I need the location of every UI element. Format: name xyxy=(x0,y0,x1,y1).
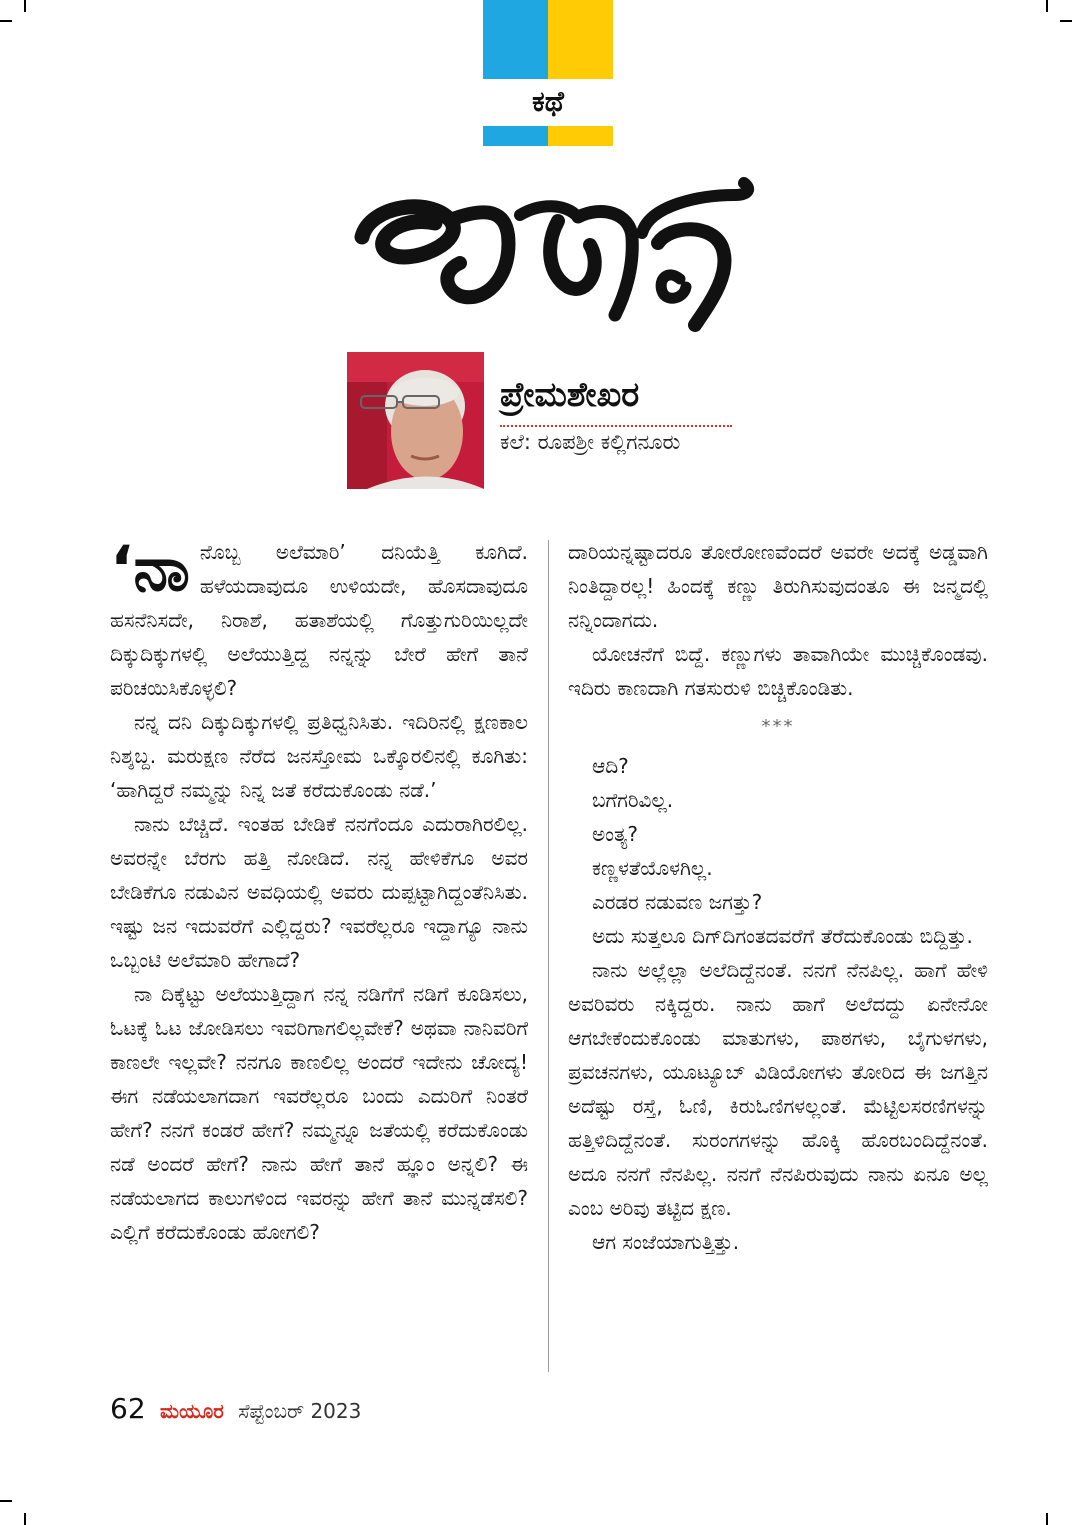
story-paragraph: ನನ್ನ ದನಿ ದಿಕ್ಕುದಿಕ್ಕುಗಳಲ್ಲಿ ಪ್ರತಿಧ್ವನಿಸಿತು. ಇದಿರಿನಲ್ಲಿ ಕ್ಷಣಕಾಲ ನಿಶ್ಶಬ್ದ. ಮರುಕ್ಷಣ ನೆರೆದ ಜನಸ್ತೋಮ ಒಕ್ಕೊರಲಿನಲ್ಲಿ ಕೂಗಿತು: ‘ಹಾಗಿದ್ದರೆ ನಮ್ಮನ್ನು ನಿನ್ನ ಜತೆ ಕರೆದುಕೊಂಡು ನಡೆ.’ xyxy=(110,710,528,802)
story-paragraph: ಆದಿ? xyxy=(592,754,629,778)
crop-mark-bottom-right xyxy=(1046,1513,1048,1525)
story-paragraph: ‘ನಾನೊಬ್ಬ ಅಲೆಮಾರಿ’ ದನಿಯೆತ್ತಿ ಕೂಗಿದೆ. ಹಳೆಯದಾವುದೂ ಉಳಿಯದೇ, ಹೊಸದಾವುದೂ ಹಸನೆನಿಸದೇ, ನಿರಾಶೆ, ಹತಾಶೆಯಲ್ಲಿ ಗೊತ್ತುಗುರಿಯಿಲ್ಲದೇ ದಿಕ್ಕುದಿಕ್ಕುಗಳಲ್ಲಿ ಅಲೆಯುತ್ತಿದ್ದ ನನ್ನನ್ನು ಬೇರೆ ಹೇಗೆ ತಾನೆ ಪರಿಚಯಿಸಿಕೊಳ್ಳಲಿ? xyxy=(110,532,528,700)
crop-mark-top-right-h xyxy=(1060,20,1072,22)
crop-mark-bottom-left xyxy=(24,1513,26,1525)
crop-mark-bottom-left-h xyxy=(0,1500,12,1502)
illustration-credit: ಕಲೆ: ರೂಪಶ್ರೀ ಕಲ್ಲಿಗನೂರು xyxy=(500,430,681,454)
story-paragraph: ನಾನು ಬೆಚ್ಚಿದೆ. ಇಂತಹ ಬೇಡಿಕೆ ನನಗೆಂದೂ ಎದುರಾಗಿರಲಿಲ್ಲ. ಅವರನ್ನೇ ಬೆರಗು ಹತ್ತಿ ನೋಡಿದೆ. ನನ್ನ ಹೇಳಿಕೆಗೂ ಅವರ ಬೇಡಿಕೆಗೂ ನಡುವಿನ ಅವಧಿಯಲ್ಲಿ ಅವರು ದುಪ್ಪಟ್ಟಾಗಿದ್ದಂತೆನಿಸಿತು. ಇಷ್ಟು ಜನ ಇದುವರೆಗೆ ಎಲ್ಲಿದ್ದರು? ಇವರೆಲ್ಲರೂ ಇದ್ದಾಗ್ಯೂ ನಾನು ಒಬ್ಬಂಟಿ ಅಲೆಮಾರಿ ಹೇಗಾದೆ? xyxy=(110,812,528,972)
story-paragraph: ಎರಡರ ನಡುವಣ ಜಗತ್ತು? xyxy=(592,890,763,914)
crop-mark-top-left xyxy=(24,0,26,12)
page-footer xyxy=(110,1392,361,1425)
crop-mark-top-right xyxy=(1046,0,1048,12)
magazine-logo: ಮಯೂರ xyxy=(160,1399,224,1423)
story-paragraph: ಕಣ್ಣಳತೆಯೊಳಗಿಲ್ಲ. xyxy=(592,856,713,880)
section-tag-bottom-bar xyxy=(483,126,613,146)
crop-mark-top-left-h xyxy=(0,20,12,22)
section-separator: *** xyxy=(761,716,795,737)
story-paragraph: ಅಂತ್ಯ? xyxy=(592,822,639,846)
story-column-2 xyxy=(568,535,988,1259)
drop-cap: ‘ನಾ xyxy=(110,532,190,605)
section-tag-top-bar xyxy=(483,0,613,79)
story-paragraph: ಯೋಚನೆಗೆ ಬಿದ್ದೆ. ಕಣ್ಣುಗಳು ತಾವಾಗಿಯೇ ಮುಚ್ಚಿಕೊಂಡವು. ಇದಿರು ಕಾಣದಾಗಿ ಗತಸುರುಳಿ ಬಿಚ್ಚಿಕೊಂಡಿತು. xyxy=(568,642,988,700)
column-divider xyxy=(548,540,549,1372)
story-title-calligraphy xyxy=(340,175,760,340)
issue-date: ಸೆಪ್ಟೆಂಬರ್ 2023 xyxy=(238,1399,362,1423)
story-paragraph: ಆಗ ಸಂಜೆಯಾಗುತ್ತಿತ್ತು. xyxy=(592,1230,740,1254)
author-dotted-rule xyxy=(500,425,732,427)
author-name: ಪ್ರೇಮಶೇಖರ xyxy=(500,375,640,415)
story-paragraph: ಅದು ಸುತ್ತಲೂ ದಿಗ್‌ದಿಗಂತದವರೆಗೆ ತೆರೆದುಕೊಂಡು ಬಿದ್ದಿತ್ತು. xyxy=(592,924,973,948)
author-photo xyxy=(347,352,484,489)
story-paragraph: ದಾರಿಯನ್ನಷ್ಟಾದರೂ ತೋರೋಣವೆಂದರೆ ಅವರೇ ಅದಕ್ಕೆ ಅಡ್ಡವಾಗಿ ನಿಂತಿದ್ದಾರಲ್ಲ! ಹಿಂದಕ್ಕೆ ಕಣ್ಣು ತಿರುಗಿಸುವುದಂತೂ ಈ ಜನ್ಮದಲ್ಲಿ ನನ್ನಿಂದಾಗದು. xyxy=(568,540,988,632)
story-paragraph: ಬಗೆಗರಿವಿಲ್ಲ. xyxy=(592,788,674,812)
story-paragraph: ನಾ ದಿಕ್ಕೆಟ್ಟು ಅಲೆಯುತ್ತಿದ್ದಾಗ ನನ್ನ ನಡಿಗೆಗೆ ನಡಿಗೆ ಕೂಡಿಸಲು, ಓಟಕ್ಕೆ ಓಟ ಜೋಡಿಸಲು ಇವರಿಗಾಗಲಿಲ್ಲವೇಕೆ? ಅಥವಾ ನಾನಿವರಿಗೆ ಕಾಣಲೇ ಇಲ್ಲವೇ? ನನಗೂ ಕಾಣಲಿಲ್ಲ ಅಂದರೆ ಇದೇನು ಚೋದ್ಯ! ಈಗ ನಡೆಯಲಾಗದಾಗ ಇವರೆಲ್ಲರೂ ಬಂದು ಎದುರಿಗೆ ನಿಂತರೆ ಹೇಗೆ? ನನಗೆ ಕಂಡರೆ ಹೇಗೆ? ನಮ್ಮನ್ನೂ ಜತೆಯಲ್ಲಿ ಕರೆದುಕೊಂಡು ನಡೆ ಅಂದರೆ ಹೇಗೆ? ನಾನು ಹೇಗೆ ತಾನೆ ಹ್ಞೂಂ ಅನ್ನಲಿ? ಈ ನಡೆಯಲಾಗದ ಕಾಲುಗಳಿಂದ ಇವರನ್ನು ಹೇಗೆ ತಾನೆ ಮುನ್ನಡೆಸಲಿ? ಎಲ್ಲಿಗೆ ಕರೆದುಕೊಂಡು ಹೋಗಲಿ? xyxy=(110,982,528,1244)
story-column-1 xyxy=(110,532,528,1249)
story-paragraph: ನಾನು ಅಲ್ಲೆಲ್ಲಾ ಅಲೆದಿದ್ದೆನಂತೆ. ನನಗೆ ನೆನಪಿಲ್ಲ. ಹಾಗೆ ಹೇಳಿ ಅವರಿವರು ನಕ್ಕಿದ್ದರು. ನಾನು ಹಾಗೆ ಅಲೆದದ್ದು ಏನೇನೋ ಆಗಬೇಕೆಂದುಕೊಂಡು ಮಾತುಗಳು, ಪಾಠಗಳು, ಬೈಗುಳಗಳು, ಪ್ರವಚನಗಳು, ಯೂಟ್ಯೂಬ್ ವಿಡಿಯೋಗಳು ತೋರಿದ ಈ ಜಗತ್ತಿನ ಅದೆಷ್ಟು ರಸ್ತೆ, ಓಣಿ, ಕಿರುಓಣಿಗಳಲ್ಲಂತೆ. ಮೆಟ್ಟಿಲಸರಣಿಗಳನ್ನು ಹತ್ತಿಳಿದಿದ್ದೆನಂತೆ. ಸುರಂಗಗಳನ್ನು ಹೊಕ್ಕಿ ಹೊರಬಂದಿದ್ದೆನಂತೆ. ಅದೂ ನನಗೆ ನೆನಪಿಲ್ಲ. ನನಗೆ ನೆನಪಿರುವುದು ನಾನು ಏನೂ ಅಲ್ಲ ಎಂಬ ಅರಿವು ತಟ್ಟಿದ ಕ್ಷಣ. xyxy=(568,958,988,1220)
section-label: ಕಥೆ xyxy=(532,85,564,118)
page-number: 62 xyxy=(110,1392,146,1425)
